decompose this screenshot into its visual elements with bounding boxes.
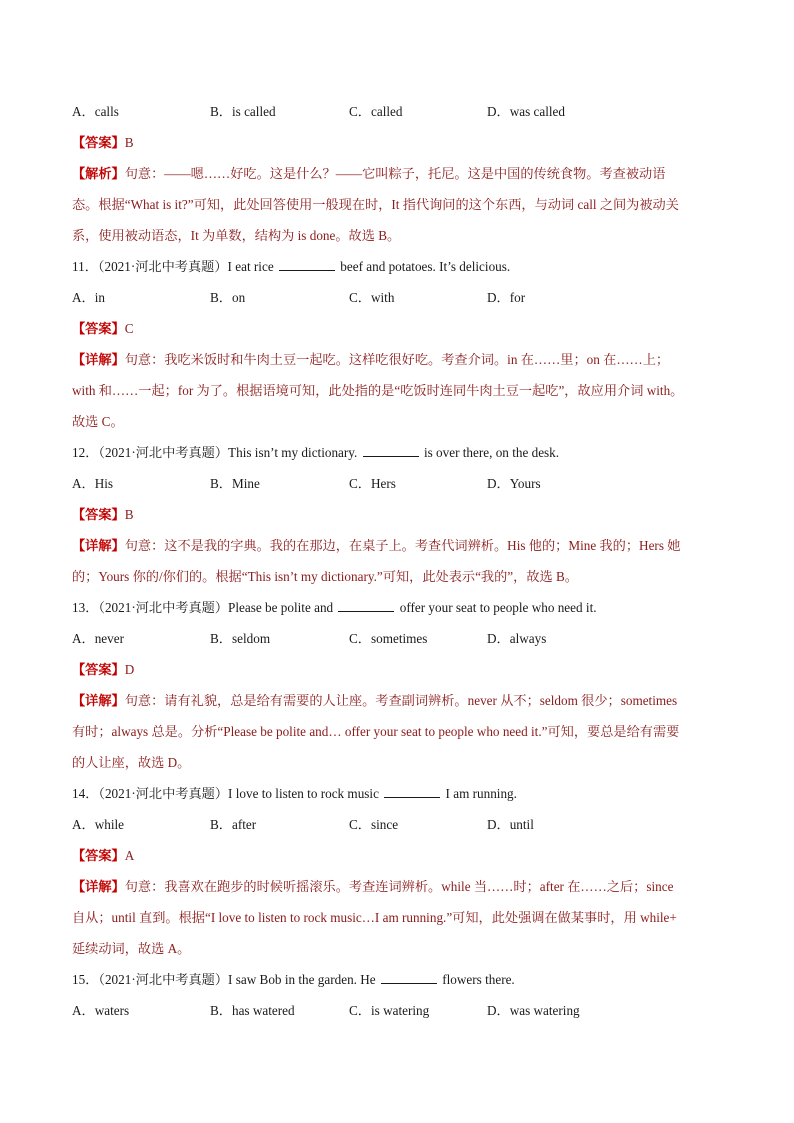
answer-value: C xyxy=(124,321,134,336)
detail-line: 延续动词，故选 A。 xyxy=(72,941,191,956)
q14-option-a[interactable]: A．while xyxy=(72,817,125,832)
q11-option-a[interactable]: A．in xyxy=(72,290,105,305)
q14-answer xyxy=(72,840,722,871)
detail-line: with 和……一起；for 为了。根据语境可知，此处指的是“吃饭时连同牛肉土豆一起吃”，故应用介词 with。 xyxy=(72,383,684,398)
detail-label: 【详解】 xyxy=(72,693,125,708)
q14-option-c[interactable]: C．since xyxy=(349,817,399,832)
document-page xyxy=(72,96,722,1026)
q13-options xyxy=(72,623,722,654)
answer-value: B xyxy=(124,135,134,150)
q14-stem xyxy=(72,778,722,809)
q11-options xyxy=(72,282,722,313)
stem-text: offer your seat to people who need it. xyxy=(399,600,597,615)
detail-line: 的人让座，故选 D。 xyxy=(72,755,191,770)
q10-answer xyxy=(72,127,722,158)
q10-analysis xyxy=(72,158,722,251)
q12-option-c[interactable]: C．Hers xyxy=(349,476,396,491)
q11-stem xyxy=(72,251,722,282)
answer-blank xyxy=(279,258,335,271)
q14-option-b[interactable]: B．after xyxy=(210,817,257,832)
stem-text: beef and potatoes. It’s delicious. xyxy=(340,259,511,274)
q13-option-c[interactable]: C．sometimes xyxy=(349,631,428,646)
q15-option-b[interactable]: B．has watered xyxy=(210,1003,295,1018)
stem-text: 15．（2021·河北中考真题）I saw Bob in the garden. He xyxy=(72,972,376,987)
q10-options xyxy=(72,96,722,127)
detail-line: 故选 C。 xyxy=(72,414,124,429)
q12-option-d[interactable]: D．Yours xyxy=(487,476,541,491)
detail-line: 句意：这不是我的字典。我的在那边，在桌子上。考查代词辨析。His 他的；Mine 我的；Hers 她 xyxy=(124,538,681,553)
stem-text: I am running. xyxy=(445,786,517,801)
answer-value: A xyxy=(124,848,135,863)
answer-label: 【答案】 xyxy=(72,321,125,336)
q12-option-b[interactable]: B．Mine xyxy=(210,476,260,491)
stem-text: flowers there. xyxy=(442,972,515,987)
answer-value: B xyxy=(124,507,134,522)
stem-text: 14．（2021·河北中考真题）I love to listen to rock music xyxy=(72,786,379,801)
q10-option-a[interactable]: A．calls xyxy=(72,104,119,119)
q13-answer xyxy=(72,654,722,685)
q14-options xyxy=(72,809,722,840)
detail-label: 【详解】 xyxy=(72,538,125,553)
answer-blank xyxy=(363,444,419,457)
detail-line: 自从；until 直到。根据“I love to listen to rock music…I am running.”可知，此处强调在做某事时，用 while+ xyxy=(72,910,677,925)
q11-detail xyxy=(72,344,722,437)
q13-option-b[interactable]: B．seldom xyxy=(210,631,271,646)
detail-label: 【详解】 xyxy=(72,352,125,367)
answer-label: 【答案】 xyxy=(72,507,125,522)
detail-label: 【详解】 xyxy=(72,879,125,894)
q12-option-a[interactable]: A．His xyxy=(72,476,114,491)
answer-blank xyxy=(384,785,440,798)
q13-detail xyxy=(72,685,722,778)
answer-value: D xyxy=(124,662,135,677)
detail-line: 句意：请有礼貌，总是给有需要的人让座。考查副词辨析。never 从不；seldom 很少；sometimes xyxy=(124,693,678,708)
q15-stem xyxy=(72,964,722,995)
q10-option-b[interactable]: B．is called xyxy=(210,104,276,119)
stem-text: 11．（2021·河北中考真题）I eat rice xyxy=(72,259,274,274)
stem-text: is over there, on the desk. xyxy=(423,445,560,460)
q12-options xyxy=(72,468,722,499)
q15-options xyxy=(72,995,722,1026)
q15-option-a[interactable]: A．waters xyxy=(72,1003,130,1018)
q12-detail xyxy=(72,530,722,592)
q15-option-c[interactable]: C．is watering xyxy=(349,1003,430,1018)
detail-line: 的；Yours 你的/你们的。根据“This isn’t my dictionary.”可知，此处表示“我的”，故选 B。 xyxy=(72,569,578,584)
answer-blank xyxy=(338,599,394,612)
analysis-line: 态。根据“What is it?”可知，此处回答使用一般现在时，It 指代询问的这个东西，与动词 call 之间为被动关 xyxy=(72,197,679,212)
detail-line: 句意：我吃米饭时和牛肉土豆一起吃。这样吃很好吃。考查介词。in 在……里；on 在……上； xyxy=(124,352,670,367)
detail-line: 有时；always 总是。分析“Please be polite and… offer your seat to people who need it.”可知，要总是给有需要 xyxy=(72,724,680,739)
q11-option-d[interactable]: D．for xyxy=(487,290,526,305)
q10-option-c[interactable]: C．called xyxy=(349,104,403,119)
analysis-line: 系，使用被动语态，It 为单数，结构为 is done。故选 B。 xyxy=(72,228,401,243)
q13-option-d[interactable]: D．always xyxy=(487,631,547,646)
q12-answer xyxy=(72,499,722,530)
analysis-label: 【解析】 xyxy=(72,166,125,181)
q15-option-d[interactable]: D．was watering xyxy=(487,1003,580,1018)
answer-blank xyxy=(381,971,437,984)
q11-answer xyxy=(72,313,722,344)
q11-option-b[interactable]: B．on xyxy=(210,290,246,305)
answer-label: 【答案】 xyxy=(72,135,125,150)
stem-text: 12．（2021·河北中考真题）This isn’t my dictionary. xyxy=(72,445,358,460)
answer-label: 【答案】 xyxy=(72,848,125,863)
q10-option-d[interactable]: D．was called xyxy=(487,104,565,119)
q12-stem xyxy=(72,437,722,468)
answer-label: 【答案】 xyxy=(72,662,125,677)
analysis-line: 句意：——嗯……好吃。这是什么？——它叫粽子，托尼。这是中国的传统食物。考查被动语 xyxy=(124,166,666,181)
q13-option-a[interactable]: A．never xyxy=(72,631,124,646)
q13-stem xyxy=(72,592,722,623)
q14-option-d[interactable]: D．until xyxy=(487,817,534,832)
q14-detail xyxy=(72,871,722,964)
stem-text: 13．（2021·河北中考真题）Please be polite and xyxy=(72,600,334,615)
q11-option-c[interactable]: C．with xyxy=(349,290,395,305)
detail-line: 句意：我喜欢在跑步的时候听摇滚乐。考查连词辨析。while 当……时；after 在……之后；since xyxy=(124,879,674,894)
